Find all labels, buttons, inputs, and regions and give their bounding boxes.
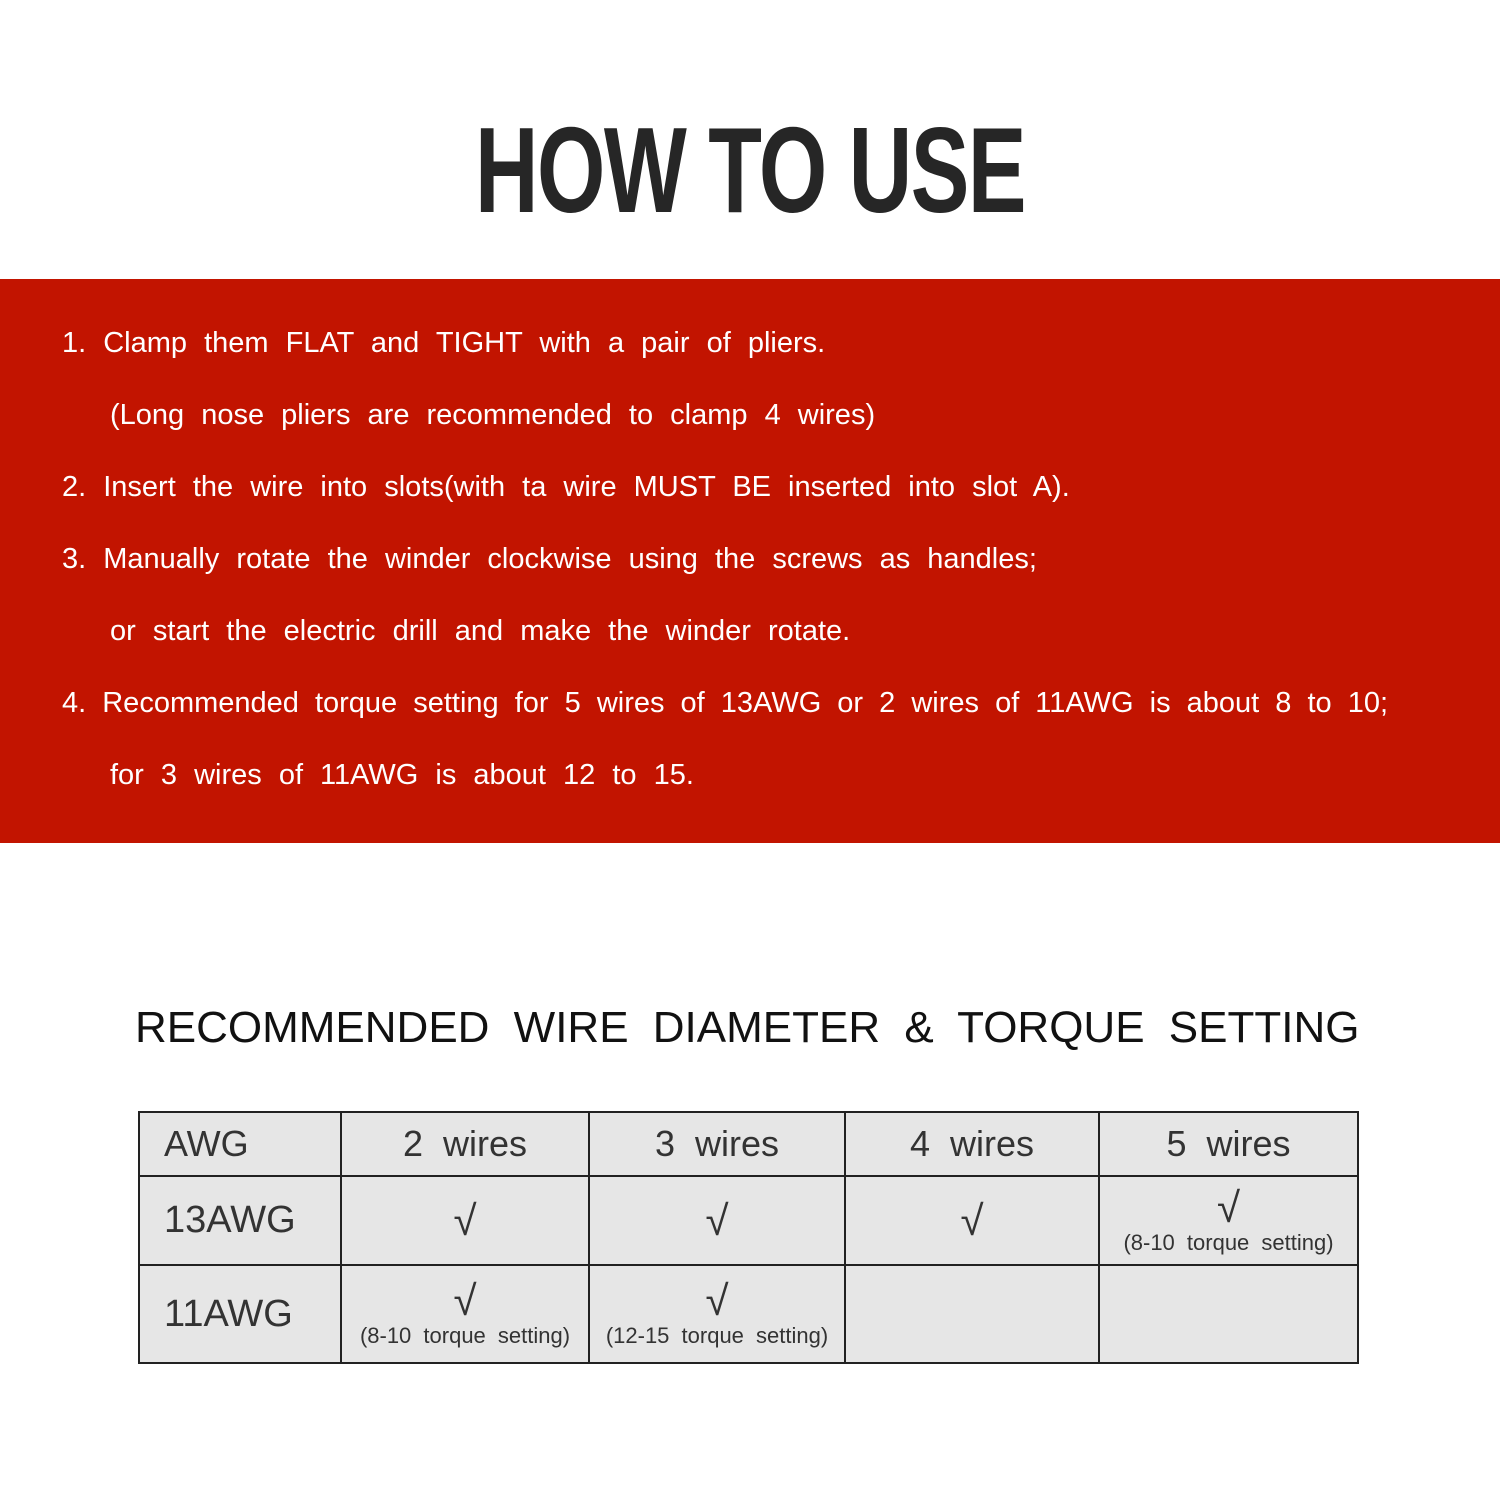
check-icon: √ bbox=[960, 1196, 984, 1244]
table-row bbox=[139, 1176, 1358, 1265]
instruction-3: 3. Manually rotate the winder clockwise using the screws as handles; bbox=[62, 543, 1037, 575]
instruction-3-cont: or start the electric drill and make the winder rotate. bbox=[110, 615, 851, 647]
torque-note: (12-15 torque setting) bbox=[605, 1323, 829, 1348]
row-label: 13AWG bbox=[139, 1176, 341, 1265]
table-cell-empty bbox=[845, 1265, 1099, 1363]
table-cell bbox=[589, 1265, 845, 1363]
check-icon: √ bbox=[705, 1196, 729, 1244]
torque-note: (8-10 torque setting) bbox=[1123, 1229, 1334, 1255]
instruction-1: 1. Clamp them FLAT and TIGHT with a pair of pliers. bbox=[62, 327, 826, 359]
check-icon: √ bbox=[705, 1277, 729, 1324]
header-2-wires: 2 wires bbox=[341, 1112, 589, 1176]
title-text: HOW TO USE bbox=[474, 102, 1026, 238]
check-icon: √ bbox=[1216, 1183, 1241, 1231]
instruction-2: 2. Insert the wire into slots(with ta wire MUST BE inserted into slot A). bbox=[62, 471, 1070, 503]
page-title bbox=[0, 100, 1500, 240]
header-awg: AWG bbox=[139, 1112, 341, 1176]
instruction-4-cont: for 3 wires of 11AWG is about 12 to 15. bbox=[110, 759, 694, 791]
table-cell-empty bbox=[1099, 1265, 1358, 1363]
header-4-wires: 4 wires bbox=[845, 1112, 1099, 1176]
table-header-row bbox=[139, 1112, 1358, 1176]
check-icon: √ bbox=[453, 1277, 477, 1324]
table-cell bbox=[1099, 1176, 1358, 1265]
table-cell bbox=[341, 1176, 589, 1265]
table-cell bbox=[341, 1265, 589, 1363]
instruction-1-note: (Long nose pliers are recommended to clamp 4 wires) bbox=[110, 399, 876, 431]
header-5-wires: 5 wires bbox=[1099, 1112, 1358, 1176]
torque-note: (8-10 torque setting) bbox=[359, 1323, 571, 1348]
table-cell bbox=[845, 1176, 1099, 1265]
table-title: RECOMMENDED WIRE DIAMETER & TORQUE SETTING bbox=[135, 1003, 1360, 1052]
row-label: 11AWG bbox=[139, 1265, 341, 1363]
table-row bbox=[139, 1265, 1358, 1363]
torque-table bbox=[138, 1111, 1359, 1364]
header-3-wires: 3 wires bbox=[589, 1112, 845, 1176]
instruction-4: 4. Recommended torque setting for 5 wires of 13AWG or 2 wires of 11AWG is about 8 to 10; bbox=[62, 687, 1389, 719]
check-icon: √ bbox=[453, 1196, 477, 1244]
table-cell bbox=[589, 1176, 845, 1265]
